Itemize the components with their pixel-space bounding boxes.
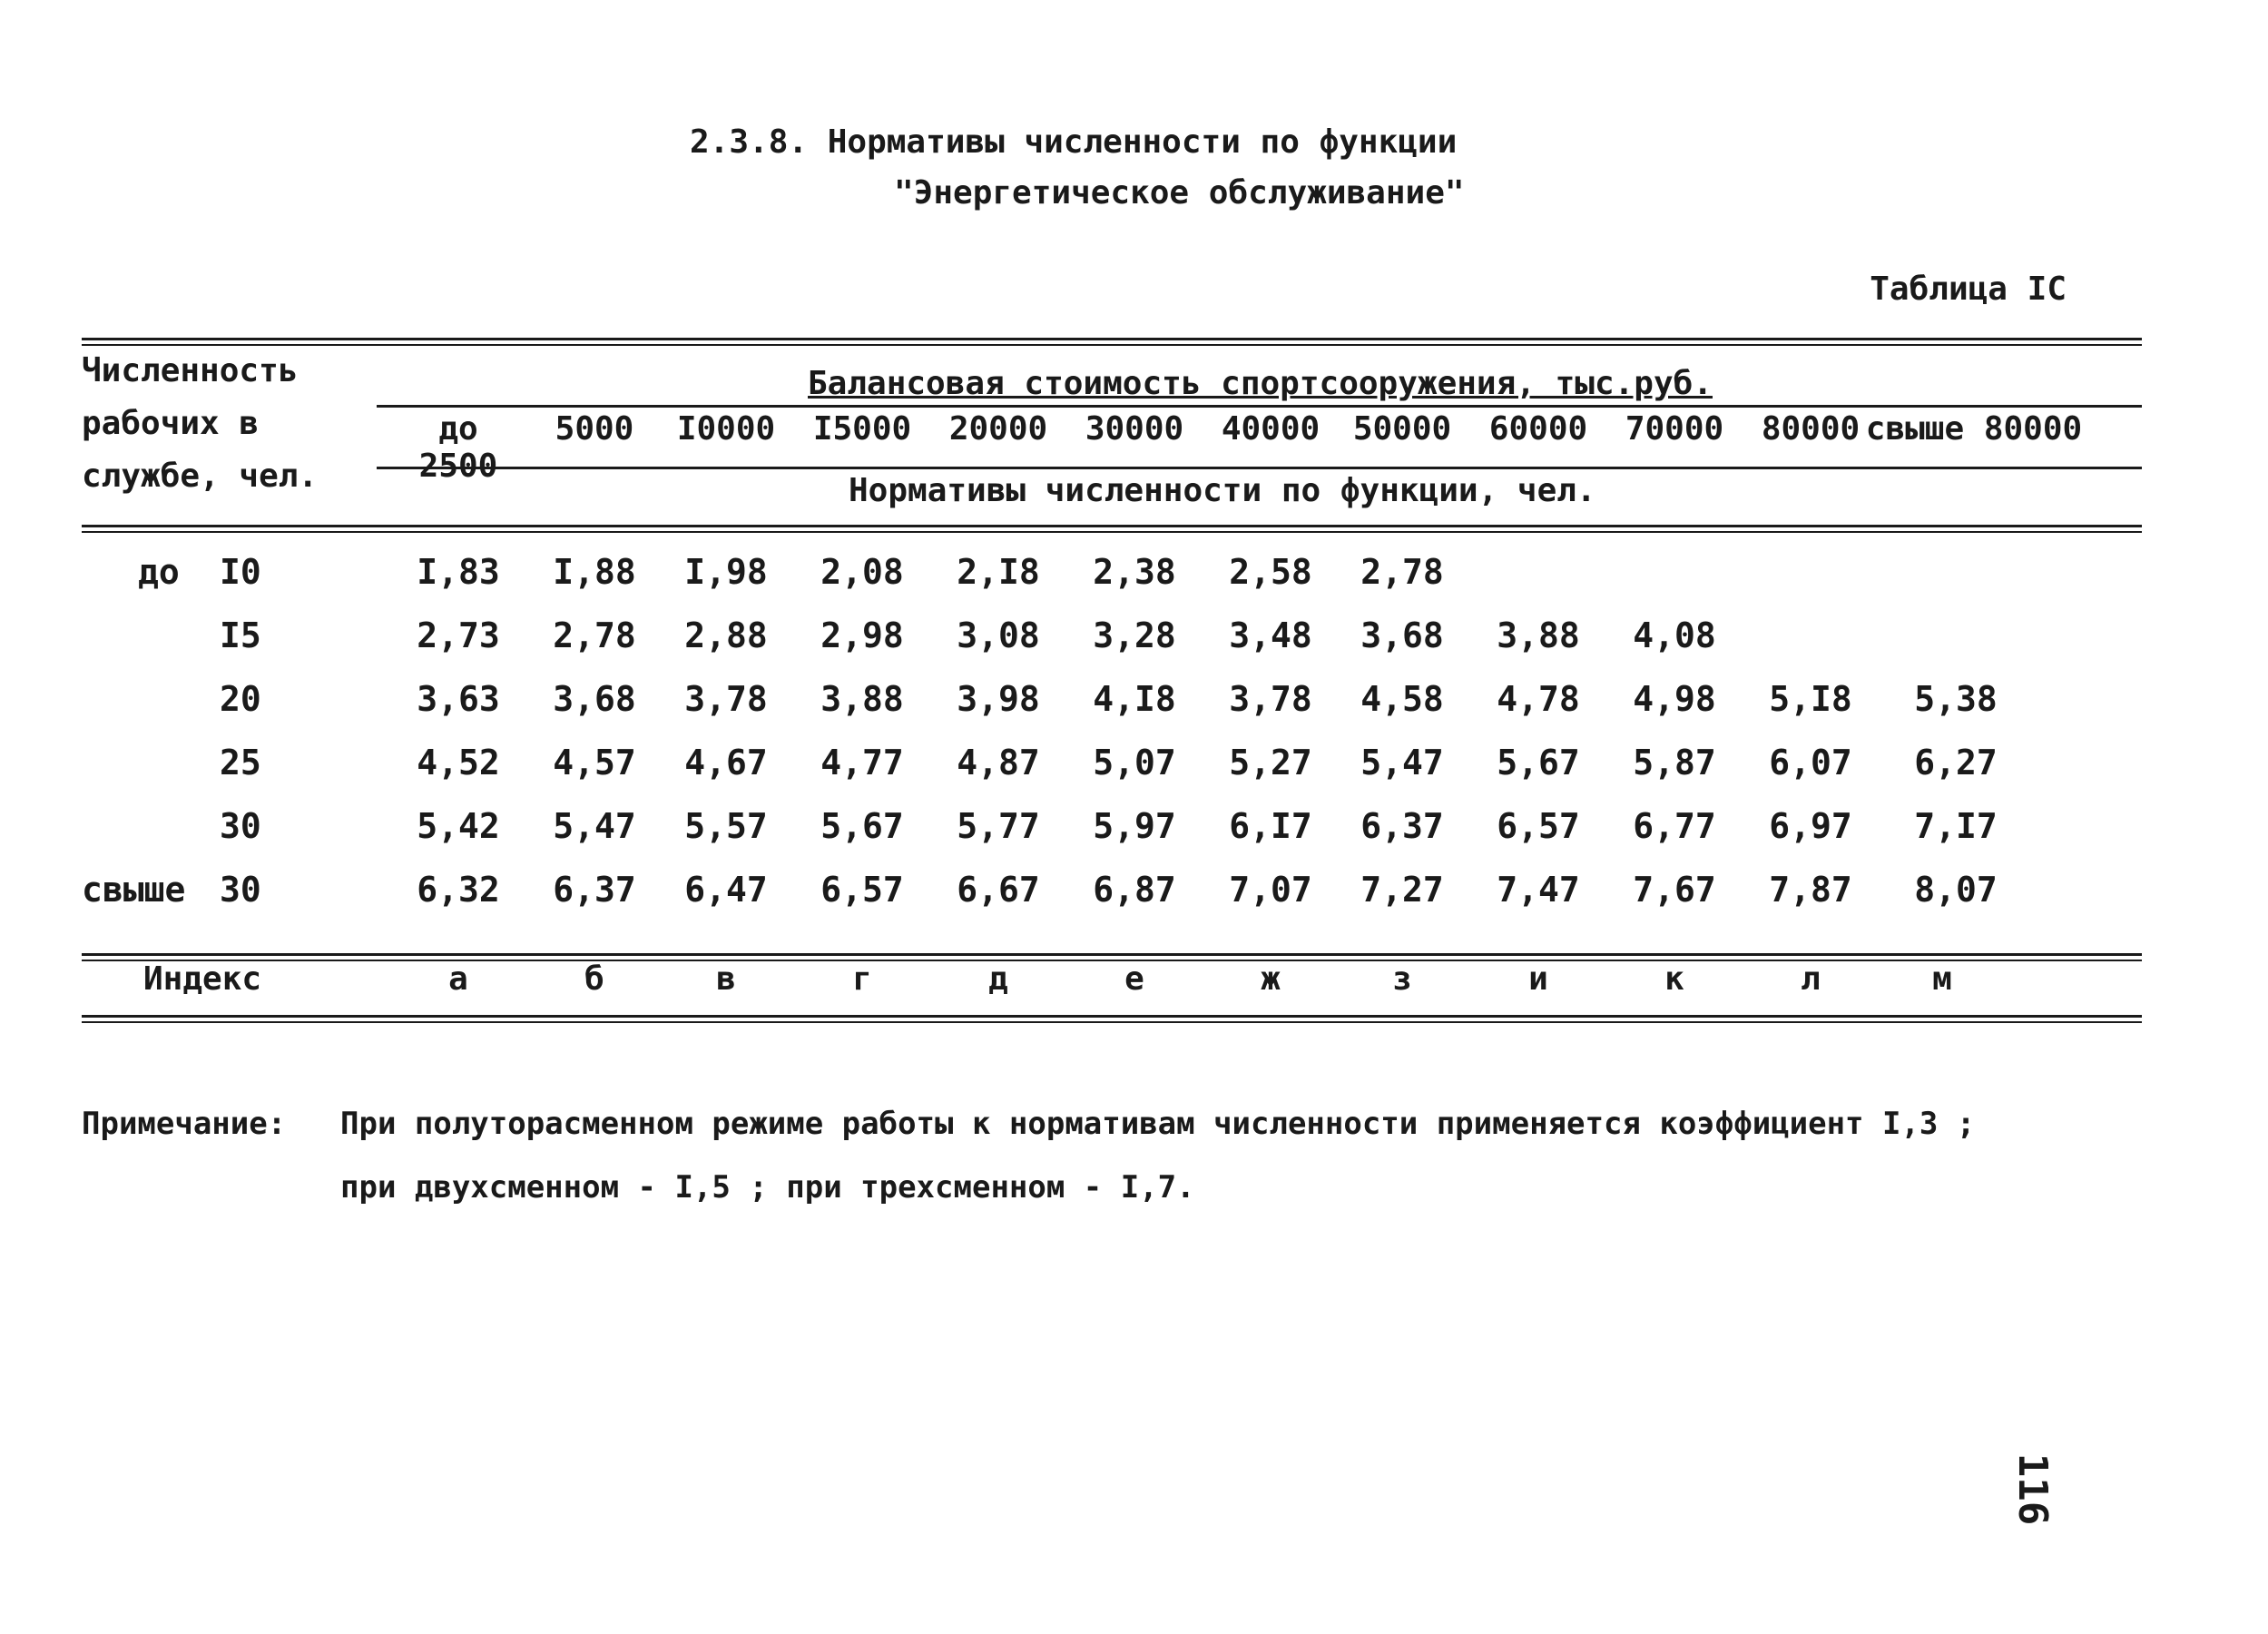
- table-cell: 6,27: [1914, 743, 1998, 783]
- table-cell: I,98: [684, 552, 768, 592]
- table-cell: 6,32: [417, 870, 500, 910]
- table-cell: 3,08: [957, 615, 1040, 655]
- index-cell: а: [448, 960, 468, 998]
- table-cell: 4,08: [1633, 615, 1716, 655]
- table-cell: 6,37: [1360, 806, 1444, 846]
- table-top-rule: [82, 338, 2142, 340]
- note-line: При полуторасменном режиме работы к нормативам численности применяется коэффициент I,3 ;: [340, 1106, 1976, 1142]
- index-cell: м: [1932, 960, 1952, 998]
- table-cell: 8,07: [1914, 870, 1998, 910]
- table-cell: 7,I7: [1914, 806, 1998, 846]
- table-cell: 2,73: [417, 615, 500, 655]
- table-cell: 6,97: [1769, 806, 1852, 846]
- table-cell: 4,78: [1497, 679, 1580, 719]
- note-label: Примечание:: [82, 1106, 287, 1142]
- table-cell: 2,I8: [957, 552, 1040, 592]
- table-cell: 3,88: [820, 679, 904, 719]
- index-cell: з: [1392, 960, 1412, 998]
- group-header: Балансовая стоимость спортсооружения, тыс.руб.: [808, 365, 1713, 402]
- column-header: I0000: [676, 410, 776, 448]
- row-label: 20: [220, 679, 261, 719]
- table-cell: 6,07: [1769, 743, 1852, 783]
- table-cell: 2,98: [820, 615, 904, 655]
- table-bottom-rule: [82, 1015, 2142, 1018]
- section-title: 2.3.8. Нормативы численности по функции: [690, 123, 1458, 161]
- sub-header: Нормативы численности по функции, чел.: [849, 472, 1596, 509]
- table-cell: 7,07: [1229, 870, 1312, 910]
- table-cell: 5,38: [1914, 679, 1998, 719]
- table-cell: 6,I7: [1229, 806, 1312, 846]
- table-cell: 2,08: [820, 552, 904, 592]
- column-header: 5000: [555, 410, 634, 448]
- table-cell: 5,87: [1633, 743, 1716, 783]
- table-cell: 2,38: [1093, 552, 1176, 592]
- table-cell: 3,63: [417, 679, 500, 719]
- header-bottom-rule: [82, 525, 2142, 527]
- section-subtitle: "Энергетическое обслуживание": [894, 174, 1465, 212]
- row-label-prefix: свыше: [82, 870, 186, 910]
- table-cell: 5,07: [1093, 743, 1176, 783]
- column-header: 70000: [1625, 410, 1724, 448]
- column-header: 60000: [1488, 410, 1588, 448]
- table-cell: 7,67: [1633, 870, 1716, 910]
- index-label: Индекс: [143, 960, 262, 998]
- table-cell: 3,68: [1360, 615, 1444, 655]
- table-cell: 5,67: [820, 806, 904, 846]
- table-cell: 6,77: [1633, 806, 1716, 846]
- column-header: до 2500: [418, 410, 498, 485]
- row-label: 25: [220, 743, 261, 783]
- row-label: I0: [220, 552, 261, 592]
- column-header-rule: [377, 467, 2142, 469]
- table-cell: 5,77: [957, 806, 1040, 846]
- row-header-line: службе, чел.: [82, 458, 319, 495]
- column-header: I5000: [812, 410, 912, 448]
- column-header: 30000: [1085, 410, 1184, 448]
- table-cell: 5,27: [1229, 743, 1312, 783]
- table-cell: 3,68: [553, 679, 636, 719]
- column-header: 20000: [948, 410, 1048, 448]
- table-cell: I,88: [553, 552, 636, 592]
- table-cell: 3,88: [1497, 615, 1580, 655]
- table-cell: 6,67: [957, 870, 1040, 910]
- table-cell: 4,57: [553, 743, 636, 783]
- column-header: 80000: [1761, 410, 1861, 448]
- column-header: 50000: [1352, 410, 1452, 448]
- table-cell: 5,67: [1497, 743, 1580, 783]
- row-label: 30: [220, 806, 261, 846]
- table-cell: 2,78: [553, 615, 636, 655]
- column-header: 40000: [1221, 410, 1321, 448]
- index-cell: л: [1801, 960, 1821, 998]
- table-cell: 6,57: [1497, 806, 1580, 846]
- table-cell: 3,28: [1093, 615, 1176, 655]
- table-cell: 4,52: [417, 743, 500, 783]
- table-cell: 7,47: [1497, 870, 1580, 910]
- note-line: при двухсменном - I,5 ; при трехсменном - I,7.: [340, 1169, 1195, 1206]
- table-cell: 4,58: [1360, 679, 1444, 719]
- table-cell: 4,87: [957, 743, 1040, 783]
- index-cell: к: [1664, 960, 1684, 998]
- table-cell: 6,37: [553, 870, 636, 910]
- table-cell: 4,98: [1633, 679, 1716, 719]
- index-cell: е: [1124, 960, 1144, 998]
- index-cell: в: [716, 960, 736, 998]
- table-cell: 5,47: [553, 806, 636, 846]
- table-cell: 2,58: [1229, 552, 1312, 592]
- table-cell: 7,27: [1360, 870, 1444, 910]
- column-header: свыше 80000: [1865, 410, 2083, 448]
- table-cell: 7,87: [1769, 870, 1852, 910]
- index-cell: и: [1528, 960, 1548, 998]
- table-cell: 6,57: [820, 870, 904, 910]
- table-cell: 5,47: [1360, 743, 1444, 783]
- index-cell: д: [988, 960, 1008, 998]
- row-header-line: Численность: [82, 352, 299, 389]
- index-cell: б: [584, 960, 604, 998]
- row-label: 30: [220, 870, 261, 910]
- index-cell: г: [852, 960, 872, 998]
- table-cell: 2,78: [1360, 552, 1444, 592]
- table-cell: 5,57: [684, 806, 768, 846]
- page-number: 116: [2008, 1452, 2056, 1526]
- table-cell: I,83: [417, 552, 500, 592]
- table-cell: 3,78: [1229, 679, 1312, 719]
- table-cell: 6,47: [684, 870, 768, 910]
- table-cell: 3,78: [684, 679, 768, 719]
- row-label-prefix: до: [138, 552, 180, 592]
- table-cell: 4,67: [684, 743, 768, 783]
- table-cell: 5,I8: [1769, 679, 1852, 719]
- table-cell: 5,42: [417, 806, 500, 846]
- table-cell: 2,88: [684, 615, 768, 655]
- index-top-rule: [82, 953, 2142, 956]
- table-cell: 5,97: [1093, 806, 1176, 846]
- table-cell: 3,48: [1229, 615, 1312, 655]
- table-cell: 3,98: [957, 679, 1040, 719]
- table-cell: 4,77: [820, 743, 904, 783]
- table-cell: 6,87: [1093, 870, 1176, 910]
- table-cell: 4,I8: [1093, 679, 1176, 719]
- index-cell: ж: [1261, 960, 1281, 998]
- row-label: I5: [220, 615, 261, 655]
- row-header-line: рабочих в: [82, 405, 260, 442]
- table-label: Таблица IC: [1870, 271, 2067, 308]
- group-header-rule: [377, 405, 2142, 408]
- row-header: [82, 345, 318, 503]
